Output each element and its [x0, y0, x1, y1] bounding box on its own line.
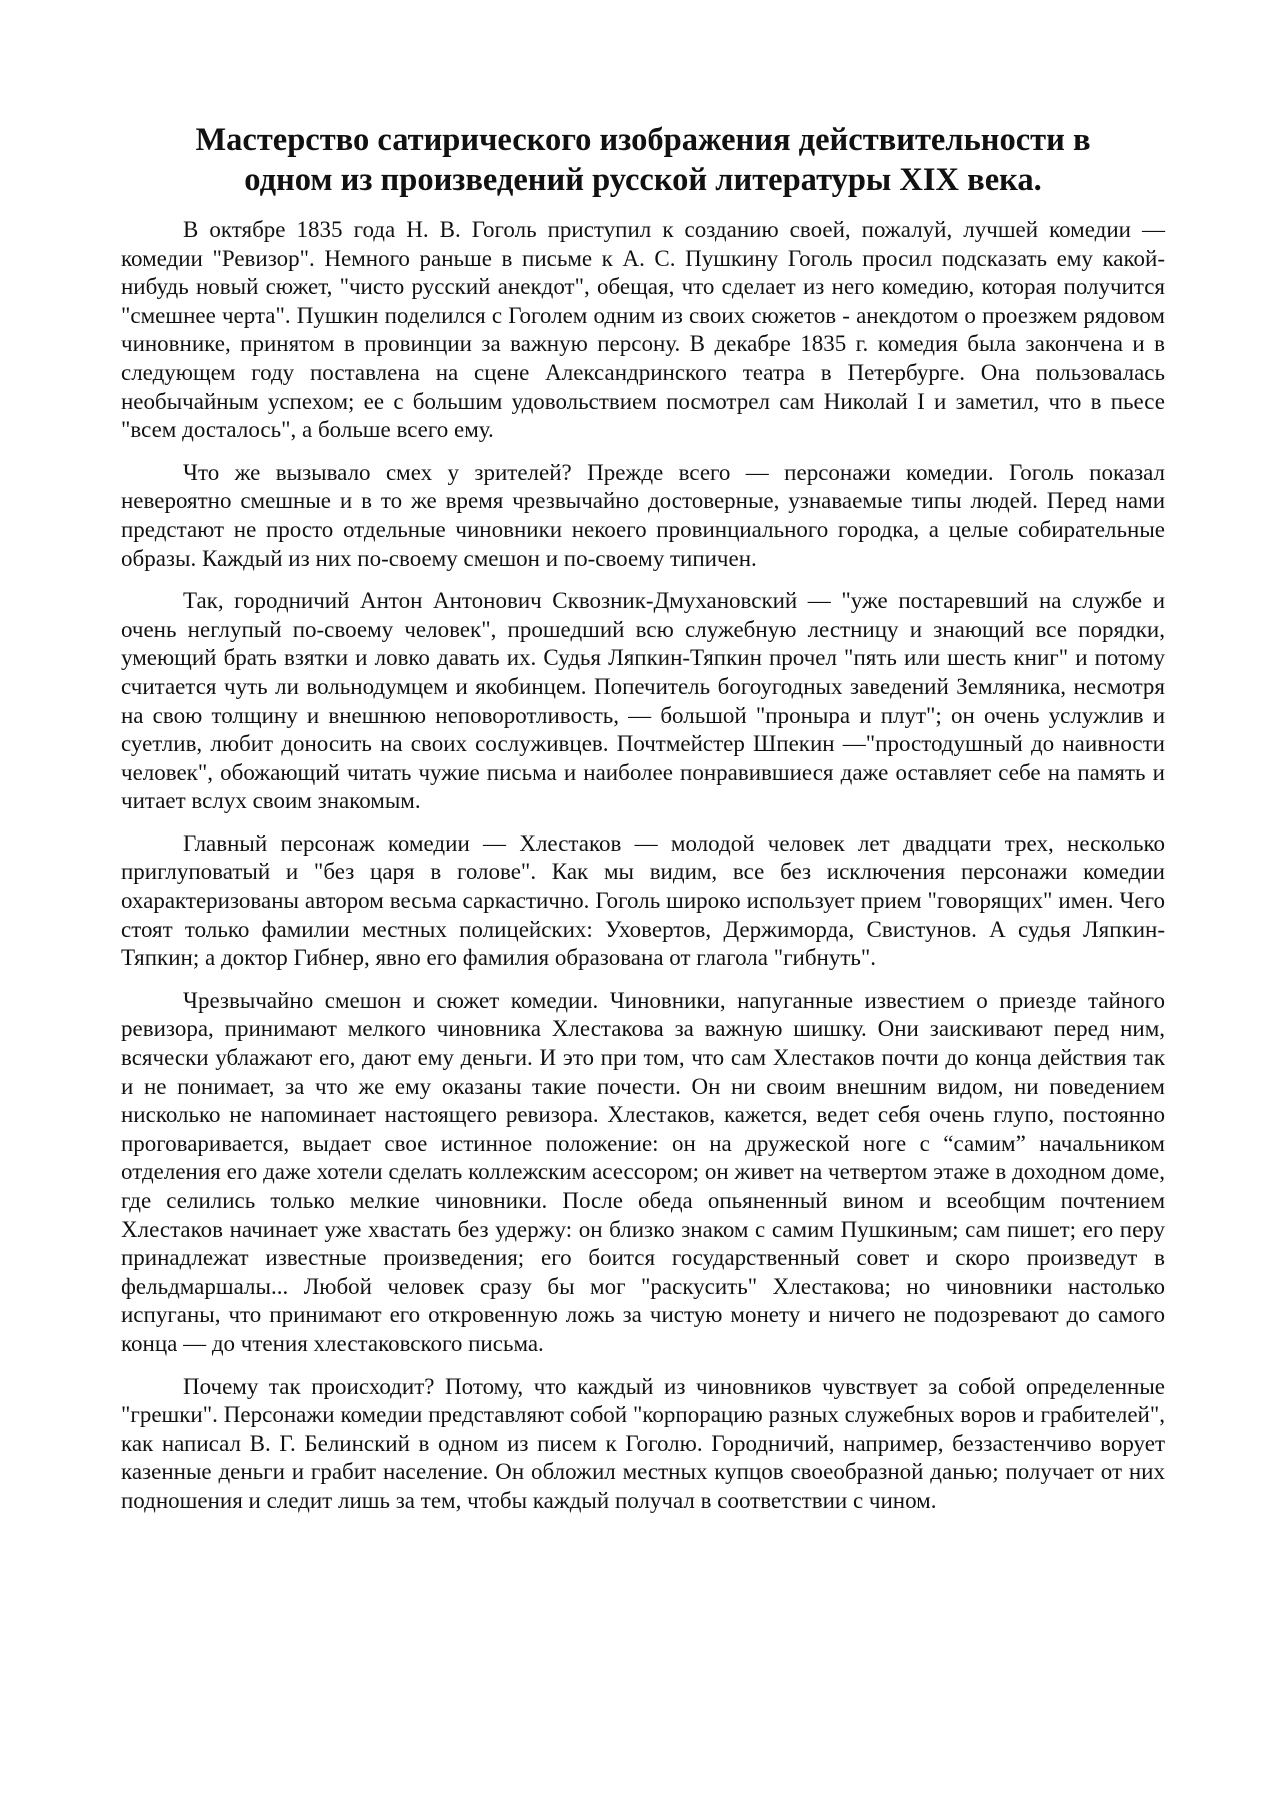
document-title: [121, 120, 1165, 200]
paragraph-6: Почему так происходит? Потому, что каждый из чиновников чувствует за собой определенные "грешки". Персонажи комедии представляют собой "корпорацию разных служебных воров и грабителей", как написал В. Г. Белинский в одном из писем к Гоголю. Городничий, например, беззастенчиво ворует казенные деньги и грабит население. Он обложил местных купцов своеобразной данью; получает от них подношения и следит лишь за тем, чтобы каждый получал в соответствии с чином.: [121, 1373, 1165, 1513]
paragraph-1: В октябре 1835 года Н. В. Гоголь приступил к созданию своей, пожалуй, лучшей комедии — комедии "Ревизор". Немного раньше в письме к А. С. Пушкину Гоголь просил подсказать ему какой-нибудь новый сюжет, "чисто русский анекдот", обещая, что сделает из него комедию, которая получится "смешнее черта". Пушкин поделился с Гоголем одним из своих сюжетов - анекдотом о проезжем рядовом чиновнике, принятом в провинции за важную персону. В декабре 1835 г. комедия была закончена и в следующем году поставлена на сцене Александринского театра в Петербурге. Она пользовалась необычайным успехом; ее с большим удовольствием посмотрел сам Николай I и заметил, что в пьесе "всем досталось", а больше всего ему.: [121, 217, 1165, 443]
paragraph-3: Так, городничий Антон Антонович Сквозник-Дмухановский — "уже постаревший на службе и очень неглупый по-своему человек", прошедший всю служебную лестницу и знающий все порядки, умеющий брать взятки и ловко давать их. Судья Ляпкин-Тяпкин прочел "пять или шесть книг" и потому считается чуть ли вольнодумцем и якобинцем. Попечитель богоугодных заведений Земляника, несмотря на свою толщину и внешнюю неповоротливость, — большой "проныра и плут"; он очень услужлив и суетлив, любит доносить на своих сослуживцев. Почтмейстер Шпекин —"простодушный до наивности человек", обожающий читать чужие письма и наиболее понравившиеся даже оставляет себе на память и читает вслух своим знакомым.: [121, 588, 1165, 814]
paragraph-5: Чрезвычайно смешон и сюжет комедии. Чиновники, напуганные известием о приезде тайного ревизора, принимают мелкого чиновника Хлестакова за важную шишку. Они заискивают перед ним, всячески ублажают его, дают ему деньги. И это при том, что сам Хлестаков почти до конца действия так и не понимает, за что же ему оказаны такие почести. Он ни своим внешним видом, ни поведением нисколько не напоминает настоящего ревизора. Хлестаков, кажется, ведет себя очень глупо, постоянно проговаривается, выдает свое истинное положение: он на дружеской ноге с “самим” начальником отделения его даже хотели сделать коллежским асессором; он живет на четвертом этаже в доходном доме, где селились только мелкие чиновники. После обеда опьяненный вином и всеобщим почтением Хлестаков начинает уже хвастать без удержу: он близко знаком с самим Пушкиным; сам пишет; его перу принадлежат известные произведения; его боится государственный совет и скоро произведут в фельдмаршалы... Любой человек сразу бы мог "раскусить" Хлестакова; но чиновники настолько испуганы, что принимают его откровенную ложь за чистую монету и ничего не подозревают до самого конца — до чтения хлестаковского письма.: [121, 987, 1165, 1356]
title-line-2: одном из произведений русской литературы XIX века.: [244, 162, 1042, 198]
title-line-1: Мастерство сатирического изображения действительности в: [195, 122, 1091, 158]
document-page: [121, 120, 1165, 1530]
document-body: [121, 216, 1165, 1516]
paragraph-2: Что же вызывало смех у зрителей? Прежде всего — персонажи комедии. Гоголь показал невероятно смешные и в то же время чрезвычайно достоверные, узнаваемые типы людей. Перед нами предстают не просто отдельные чиновники некоего провинциального городка, а целые собирательные образы. Каждый из них по-своему смешон и по-своему типичен.: [121, 459, 1165, 571]
paragraph-4: Главный персонаж комедии — Хлестаков — молодой человек лет двадцати трех, несколько приглуповатый и "без царя в голове". Как мы видим, все без исключения персонажи комедии охарактеризованы автором весьма саркастично. Гоголь широко использует прием "говорящих" имен. Чего стоят только фамилии местных полицейских: Уховертов, Держиморда, Свистунов. А судья Ляпкин-Тяпкин; а доктор Гибнер, явно его фамилия образована от глагола "гибнуть".: [121, 830, 1165, 971]
